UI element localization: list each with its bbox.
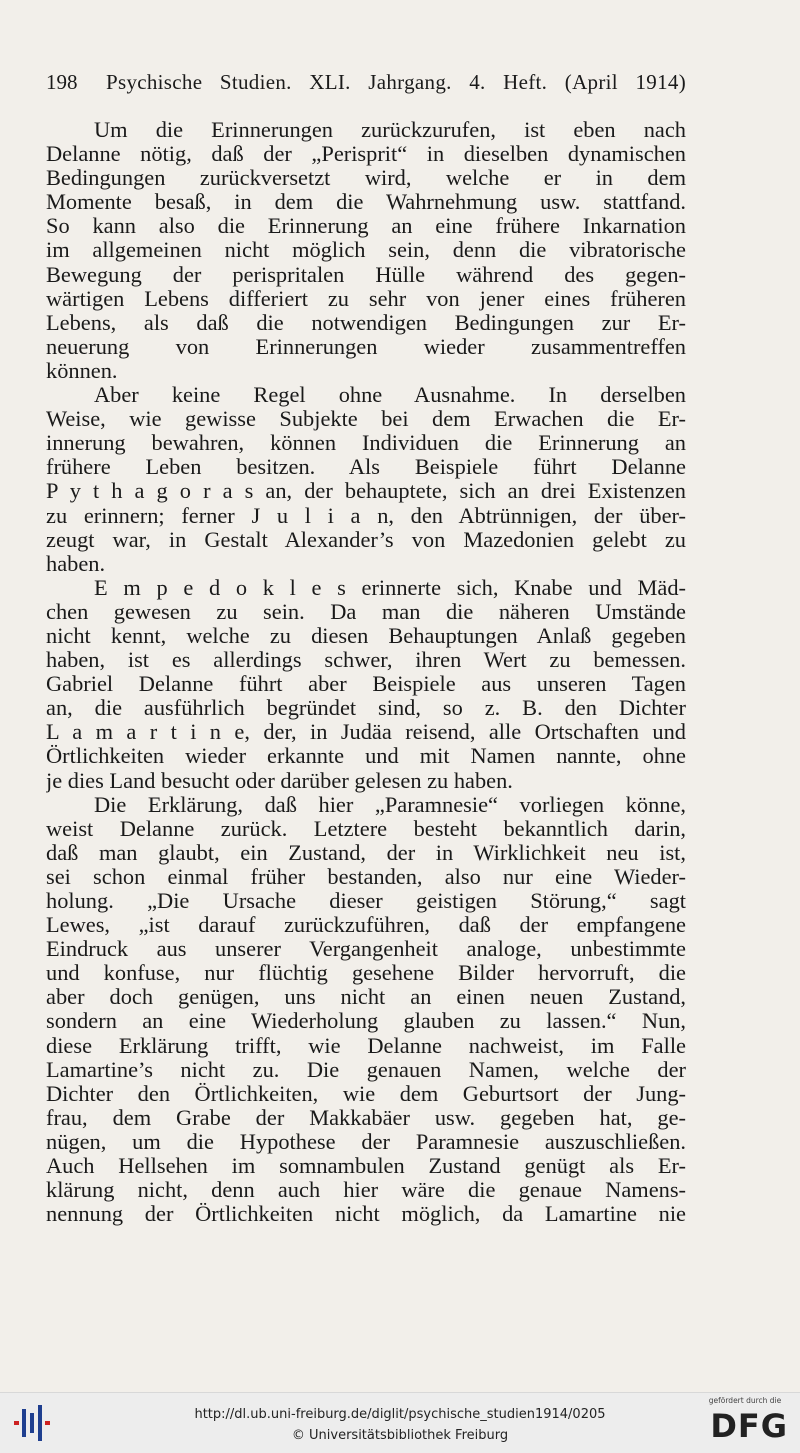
text-line: Bewegung der perispritalen Hülle während des gegen-	[46, 262, 686, 287]
text-line: diese Erklärung trifft, wie Delanne nachweist, im Falle	[46, 1033, 686, 1058]
text-line: zu erinnern; ferner J u l i a n, den Abtrünnigen, der über-	[46, 503, 686, 528]
text-line: Gabriel Delanne führt aber Beispiele aus unseren Tagen	[46, 672, 686, 697]
permalink-url[interactable]: http://dl.ub.uni-freiburg.de/diglit/psychische_studien1914/0205	[194, 1407, 606, 1422]
viewer-footer	[0, 1392, 800, 1453]
text-line: daß man glaubt, ein Zustand, der in Wirklichkeit neu ist,	[46, 840, 686, 865]
text-line: nennung der Örtlichkeiten nicht möglich, da Lamartine nie	[46, 1202, 686, 1227]
text-line: E m p e d o k l e s erinnerte sich, Knabe und Mäd-	[94, 575, 686, 600]
text-line: Lamartine’s nicht zu. Die genauen Namen, welche der	[46, 1057, 686, 1082]
text-line: Auch Hellsehen im somnambulen Zustand genügt als Er-	[46, 1154, 686, 1179]
text-line: Bedingungen zurückversetzt wird, welche er in dem	[46, 166, 686, 191]
text-line: Die Erklärung, daß hier „Paramnesie“ vorliegen könne,	[94, 792, 686, 817]
text-line: P y t h a g o r a s an, der behauptete, sich an drei Existenzen	[46, 479, 686, 504]
copyright-notice: © Universitätsbibliothek Freiburg	[291, 1428, 509, 1443]
text-line: aber doch genügen, uns nicht an einen neuen Zustand,	[46, 985, 686, 1010]
text-line: Delanne nötig, daß der „Perisprit“ in dieselben dynamischen	[46, 142, 686, 167]
text-line: Lewes, „ist darauf zurückzuführen, daß der empfangene	[46, 913, 686, 938]
text-line: je dies Land besucht oder darüber gelesen zu haben.	[46, 768, 513, 793]
text-line: chen gewesen zu sein. Da man die näheren Umstände	[46, 599, 686, 624]
text-line: klärung nicht, denn auch hier wäre die genaue Namens-	[46, 1178, 686, 1203]
text-line: Lebens, als daß die notwendigen Bedingungen zur Er-	[46, 310, 686, 335]
body-text	[46, 118, 686, 1226]
text-line: frau, dem Grabe der Makkabäer usw. gegeben hat, ge-	[46, 1105, 686, 1130]
running-title: Psychische Studien. XLI. Jahrgang. 4. Heft. (April 1914)	[106, 70, 686, 94]
text-line: nicht kennt, welche zu diesen Behauptungen Anlaß gegeben	[46, 623, 686, 648]
text-line: sei schon einmal früher bestanden, also nur eine Wieder-	[46, 864, 686, 889]
text-line: weist Delanne zurück. Letztere besteht bekanntlich darin,	[46, 816, 686, 841]
text-line: frühere Leben besitzen. Als Beispiele führt Delanne	[46, 455, 686, 480]
text-line: Um die Erinnerungen zurückzurufen, ist eben nach	[94, 118, 686, 142]
text-line: innerung bewahren, können Individuen die Erinnerung an	[46, 431, 686, 456]
text-line: Dichter den Örtlichkeiten, wie dem Geburtsort der Jung-	[46, 1081, 686, 1106]
text-line: neuerung von Erinnerungen wieder zusammentreffen	[46, 334, 686, 359]
text-line: holung. „Die Ursache dieser geistigen Störung,“ sagt	[46, 889, 686, 913]
text-line: im allgemeinen nicht möglich sein, denn die vibratorische	[46, 238, 686, 263]
text-line: Aber keine Regel ohne Ausnahme. In derselben	[94, 383, 686, 408]
text-line: Eindruck aus unserer Vergangenheit analoge, unbestimmte	[46, 937, 686, 962]
text-line: können.	[46, 358, 118, 383]
page-number: 198	[46, 70, 78, 94]
text-line: L a m a r t i n e, der, in Judäa reisend, alle Ortschaften und	[46, 720, 686, 745]
page-header	[46, 70, 686, 102]
text-line: Weise, wie gewisse Subjekte bei dem Erwachen die Er-	[46, 407, 686, 432]
text-line: an, die ausführlich begründet sind, so z. B. den Dichter	[46, 696, 686, 721]
dfg-logo: DFG	[710, 1407, 788, 1445]
text-line: zeugt war, in Gestalt Alexander’s von Mazedonien gelebt zu	[46, 527, 686, 552]
text-line: haben, ist es allerdings schwer, ihren Wert zu bemessen.	[46, 648, 686, 673]
text-line: So kann also die Erinnerung an eine frühere Inkarnation	[46, 214, 686, 239]
text-line: haben.	[46, 551, 106, 576]
text-line: und konfuse, nur flüchtig gesehene Bilder hervorruft, die	[46, 961, 686, 986]
text-line: Örtlichkeiten wieder erkannte und mit Namen nannte, ohne	[46, 744, 686, 769]
funder-note: gefördert durch die	[708, 1396, 782, 1405]
text-line: Momente besaß, in dem die Wahrnehmung usw. stattfand.	[46, 190, 686, 215]
text-line: nügen, um die Hypothese der Paramnesie auszuschließen.	[46, 1129, 686, 1154]
text-line: wärtigen Lebens differiert zu sehr von jener eines früheren	[46, 286, 686, 311]
text-line: sondern an eine Wiederholung glauben zu lassen.“ Nun,	[46, 1009, 686, 1034]
